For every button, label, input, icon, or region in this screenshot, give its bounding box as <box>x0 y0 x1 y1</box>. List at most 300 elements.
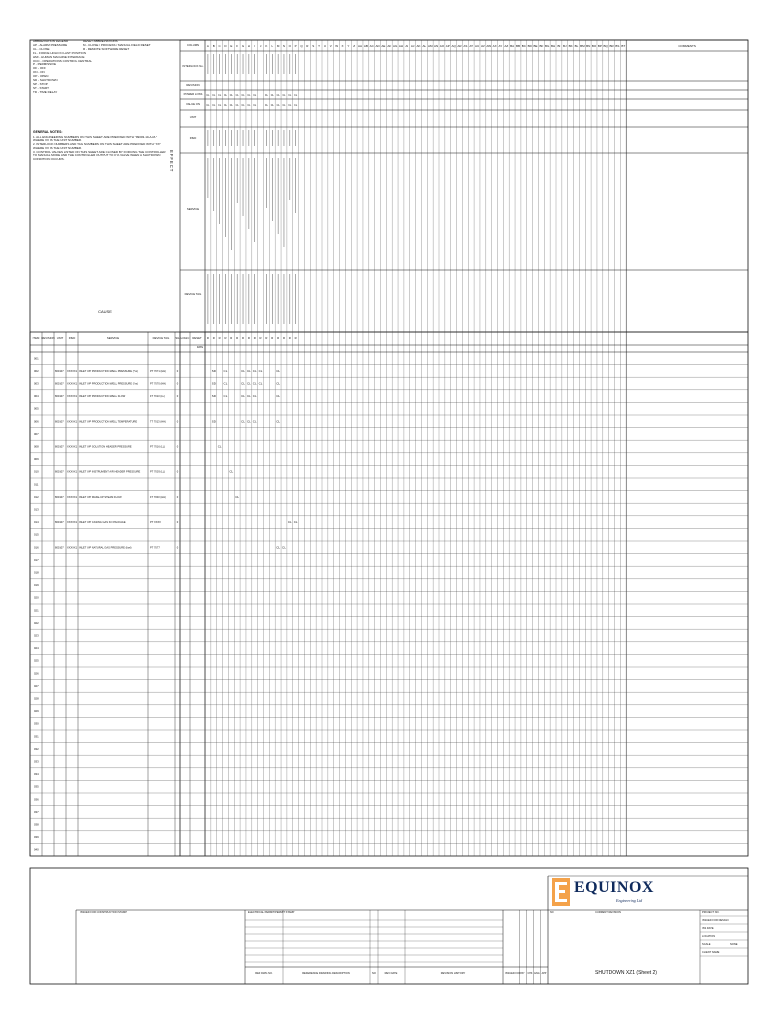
reset-value: R <box>247 336 250 340</box>
stamp-label: ISSUED FOR CONSTRUCTION STAMP <box>80 911 127 914</box>
row-pid: XXXXX1 <box>67 445 78 449</box>
reset-value: R <box>282 336 285 340</box>
column-letter: AM <box>427 44 433 48</box>
value-on-value: CL <box>235 104 239 107</box>
row-unit: 800107 <box>55 420 64 424</box>
row-service: INLET V/P PRODUCTION WELL PRESSURE (*xx) <box>79 369 139 373</box>
value-on-value: CL <box>264 104 268 107</box>
column-letter: BC <box>521 44 526 48</box>
column-letter: M <box>276 44 280 48</box>
reset-value: R <box>253 336 256 340</box>
effect-mark: CL <box>229 469 234 474</box>
row-sil: 0 <box>176 420 179 424</box>
column-letter: BQ <box>603 44 608 48</box>
cause-column-header: DEVICE TAG <box>152 336 170 340</box>
column-letter: BA <box>510 44 515 48</box>
reset-value: R <box>271 336 274 340</box>
row-sil: 0 <box>176 369 179 373</box>
row-unit: 800107 <box>55 369 64 373</box>
row-item: 016 <box>34 545 39 550</box>
comments-header: COMMENTS <box>678 44 696 48</box>
column-letter: AZ <box>504 44 509 48</box>
row-device-tag: PT 7077 <box>150 546 160 550</box>
column-letter: H <box>247 44 250 48</box>
row-pid: XXXXX1 <box>67 395 78 399</box>
column-letter: Z <box>353 44 356 48</box>
row-unit: 800107 <box>55 445 64 449</box>
column-letter: AV <box>480 44 485 48</box>
column-letter: AS <box>463 44 468 48</box>
power-loss-value: CL <box>253 94 257 97</box>
column-letter: C <box>218 44 221 48</box>
project-info-label: ISS DATE <box>702 927 714 930</box>
rev-history-label: REVISION HISTORY <box>440 972 466 975</box>
note-line: WHERE XX IS THE UNIT NUMBER. <box>33 145 82 150</box>
legend-entry: OF - OFF <box>33 66 46 71</box>
effect-mark: CL <box>276 394 281 399</box>
row-sil: 0 <box>176 521 179 525</box>
issued-for-label: ISSUED FOR <box>505 972 521 975</box>
column-letter: U <box>323 44 327 48</box>
column-letter: BN <box>586 44 591 48</box>
column-letter: AB <box>363 44 368 48</box>
sheet-border <box>30 40 748 856</box>
row-pid: XXXXX1 <box>67 369 78 373</box>
row-unit: 800107 <box>55 382 64 386</box>
value-on-value: CL <box>218 104 222 107</box>
note-line: WHERE XX IS THE UNIT NUMBER. <box>33 138 82 143</box>
reset-value: R <box>242 336 245 340</box>
column-letter: BB <box>515 44 520 48</box>
cause-column-header: SIL <box>175 336 180 340</box>
row-item: 019 <box>34 583 39 588</box>
effect-mark: CL <box>235 494 240 499</box>
row-device-tag: TT 7013 (HH) <box>150 420 166 424</box>
row-unit: 800107 <box>55 470 64 474</box>
row-service: INLET V/P SOLUTION HEADER PRESSURE <box>79 445 132 449</box>
value-on-value: CL <box>253 104 257 107</box>
row-service: INLET V/P PRODUCTION WELL PRESSURE (*xx) <box>79 382 139 386</box>
row-item: 036 <box>34 797 39 802</box>
value-on-value: CL <box>288 104 292 107</box>
column-letter: Y <box>347 44 350 48</box>
row-item: 037 <box>34 809 39 814</box>
legend-entry: OP - OPEN <box>33 74 49 79</box>
row-pid: XXXXX1 <box>67 495 78 499</box>
column-letter: L <box>271 44 274 48</box>
column-letter: AT <box>469 44 473 48</box>
scale-value: NONE <box>730 943 738 946</box>
row-device-tag: PT XXXX <box>150 521 161 525</box>
project-info-label: ISSUED FOR DESIGN <box>702 919 729 922</box>
legend-entry: FL - FORCE HOLD IN LAST POSITION <box>33 50 87 55</box>
effect-mark: SD <box>211 368 216 373</box>
effect-mark: CL <box>276 381 281 386</box>
column-letter: BI <box>557 44 561 48</box>
column-letter: AD <box>375 44 380 48</box>
note-line: CONDITION OCCURS. <box>33 156 65 161</box>
reset-value: R <box>259 336 262 340</box>
cause-column-header: ITEM <box>32 336 40 340</box>
no-label: NO <box>550 911 554 914</box>
power-loss-value: CL <box>212 94 216 97</box>
note-line: TO MANUAL MODE AND THE CONTROLLER OUTPUT TO 0 % VALVE WHEN A SHUTDOWN <box>33 153 161 158</box>
reset-value: R <box>212 336 215 340</box>
row-unit: 800107 <box>55 521 64 525</box>
column-letter: J <box>259 44 262 48</box>
legend-entry: R - REMOTE SOFTWARE RESET <box>83 46 130 51</box>
reset-value: R <box>236 336 239 340</box>
row-device-tag: PT 7071 (HH) <box>150 369 166 373</box>
row-item: 039 <box>34 835 39 840</box>
column-letter: AW <box>486 44 492 48</box>
row-sil: 0 <box>176 546 179 550</box>
legend-entry: RESET ABBREVIATIONS <box>83 39 118 43</box>
reset-value: R <box>265 336 268 340</box>
row-service: INLET V/P CASING GAS KO PACKAGE <box>79 521 126 525</box>
equinox-logo-icon <box>552 878 570 906</box>
row-item: 009 <box>34 457 39 462</box>
row-service: INLET V/P NATURAL GAS PRESSURE (fuel) <box>79 546 132 550</box>
power-loss-value: CL <box>235 94 239 97</box>
effect-mark: CL <box>276 368 281 373</box>
row-item: 028 <box>34 696 39 701</box>
power-loss-value: CL <box>223 94 228 97</box>
power-loss-value: CL <box>218 94 222 97</box>
column-letter: BK <box>568 44 573 48</box>
row-service: INLET V/P PRODUCTION WELL TEMPERATURE <box>79 420 138 424</box>
effect-row-label: COLUMN <box>186 43 200 47</box>
effect-mark: CL <box>258 381 263 386</box>
project-info-label: LOCATION <box>702 935 716 938</box>
row-sil: 0 <box>176 470 179 474</box>
row-item: 030 <box>34 721 39 726</box>
row-sil: 0 <box>176 395 179 399</box>
row-item: 022 <box>34 620 39 625</box>
power-loss-value: CL <box>206 94 210 97</box>
value-on-value: CL <box>223 104 228 107</box>
effect-mark: CL <box>241 368 245 373</box>
row-item: 026 <box>34 671 39 676</box>
row-item: 033 <box>34 759 39 764</box>
row-item: 005 <box>34 406 39 411</box>
legend-entry: SP - STOP <box>33 81 48 86</box>
row-item: 003 <box>34 381 39 386</box>
row-item: 001 <box>34 356 39 361</box>
column-letter: S <box>312 44 315 48</box>
effect-label: EFFECT <box>169 150 174 173</box>
sign-label: APP <box>541 972 547 975</box>
cause-column-header: SERVICE <box>106 336 120 340</box>
value-on-value: CL <box>294 104 298 107</box>
legend-entry: ON - ON <box>33 70 45 75</box>
effect-mark: CL <box>246 381 251 386</box>
column-letter: AJ <box>410 44 415 48</box>
power-loss-value: CL <box>229 94 233 97</box>
row-item: 012 <box>34 494 39 499</box>
row-unit: 800107 <box>55 495 64 499</box>
column-letter: BS <box>615 44 620 48</box>
column-letter: AE <box>381 44 386 48</box>
row-item: 006 <box>34 419 39 424</box>
effect-mark: CL <box>241 381 245 386</box>
row-pid: XXXXX1 <box>67 382 78 386</box>
value-on-value: CL <box>247 104 251 107</box>
effect-row-label: UNIT <box>189 115 197 119</box>
column-letter: AX <box>492 44 497 48</box>
row-item: 017 <box>34 557 39 562</box>
row-item: 023 <box>34 633 39 638</box>
row-pid: XXXXX1 <box>67 470 78 474</box>
column-letter: R <box>306 44 309 48</box>
effect-mark: CL <box>246 419 251 424</box>
sign-label: BY <box>521 972 525 975</box>
reset-value: R <box>294 336 297 340</box>
column-letter: P <box>294 44 297 48</box>
sheet-title: SHUTDOWN XZ1 (Sheet 2) <box>595 970 657 976</box>
power-loss-value: CL <box>241 94 245 97</box>
row-pid: XXXXX1 <box>67 521 78 525</box>
column-letter: W <box>335 44 339 48</box>
power-loss-value: CL <box>264 94 268 97</box>
legend-entry: TD - TIME DELAY <box>33 89 58 94</box>
value-on-value: CL <box>241 104 245 107</box>
row-unit: 800107 <box>55 395 64 399</box>
effect-row-label: INTERLOCK No. <box>182 64 204 68</box>
row-service: INLET V/P MAKE-UP STEAM FLOW <box>79 495 122 499</box>
column-letter: AY <box>498 44 503 48</box>
cause-label: CAUSE <box>98 309 112 314</box>
value-on-value: CL <box>276 104 280 107</box>
reset-value: R <box>288 336 291 340</box>
row-service: INLET V/P PRODUCTION WELL FLOW <box>79 395 126 399</box>
row-item: 020 <box>34 595 39 600</box>
effect-mark: CL <box>293 520 298 525</box>
current-revision-label: CURRENT REVISION <box>595 911 621 914</box>
row-service: INLET V/P INSTRUMENT AIR HEADER PRESSURE <box>79 470 141 474</box>
cause-column-header: RESET <box>192 336 202 340</box>
row-sil: 0 <box>176 382 179 386</box>
reset-value: R <box>218 336 221 340</box>
power-loss-value: CL <box>247 94 251 97</box>
legend-entry: ABBREVIATION LEGEND <box>33 39 69 43</box>
effect-mark: CL <box>223 394 228 399</box>
row-device-tag: PT 7003 (LL) <box>150 470 166 474</box>
row-item: 035 <box>34 784 39 789</box>
value-on-value: CL <box>212 104 216 107</box>
row-item: 018 <box>34 570 39 575</box>
column-letter: BL <box>574 44 579 48</box>
row-item: 007 <box>34 431 39 436</box>
column-letter: A <box>206 44 209 48</box>
project-info-label: SCALE <box>702 943 711 946</box>
legend-entry: ST - START <box>33 85 50 90</box>
reset-value: R <box>277 336 280 340</box>
column-letter: O <box>288 44 291 48</box>
project-info-label: PROJECT NO. <box>702 911 720 914</box>
column-letter: Q <box>300 44 303 48</box>
row-item: 025 <box>34 658 39 663</box>
column-letter: X <box>341 44 344 48</box>
row-item: 024 <box>34 646 39 651</box>
sign-label: CHK <box>527 972 533 975</box>
column-letter: AI <box>405 44 409 48</box>
row-item: 008 <box>34 444 39 449</box>
effect-mark: CL <box>241 394 245 399</box>
effect-mark: CL <box>223 381 228 386</box>
column-letter: AG <box>392 44 398 48</box>
column-letter: AC <box>369 44 374 48</box>
column-letter: BP <box>597 44 602 48</box>
row-item: 032 <box>34 746 39 751</box>
effect-mark: CL <box>276 545 281 550</box>
note-line: 1. ALL ENGINEERING NUMBERS ON THIS SHEET ARE PREFIXED WITH "99003-10-A-M-" <box>33 134 158 139</box>
row-item: 010 <box>34 469 39 474</box>
row-item: 004 <box>34 394 39 399</box>
project-info-label: CLIENT NAME <box>702 951 720 954</box>
column-letter: T <box>318 44 320 48</box>
column-letter: V <box>329 44 332 48</box>
note-line: 3. CONTROL VALVES LISTED ON THIS SHEET ARE CLOSED BY FORCING THE CONTROLLER <box>33 149 166 154</box>
sign-label: ENG <box>534 972 540 975</box>
column-letter: BR <box>609 44 614 48</box>
row-pid: XXXXX1 <box>67 546 78 550</box>
column-letter: AO <box>439 44 445 48</box>
effect-mark: CL <box>287 520 292 525</box>
effect-mark: CL <box>252 381 257 386</box>
ref-desc-label: REFERENCE DRAWING DESCRIPTION <box>302 972 350 975</box>
row-item: 021 <box>34 608 39 613</box>
power-loss-value: CL <box>288 94 292 97</box>
effect-row-label: REVISION <box>186 83 200 87</box>
effect-mark: CL <box>252 368 257 373</box>
row-pid: XXXXX1 <box>67 420 78 424</box>
row-item: 013 <box>34 507 39 512</box>
stamp-label: ELECTRICAL PERMIT/PERMIT STAMP <box>248 911 295 914</box>
row-item: 015 <box>34 532 39 537</box>
row-unit: 800107 <box>55 546 64 550</box>
row-item: 011 <box>34 482 39 487</box>
column-letter: AR <box>457 44 462 48</box>
column-letter: N <box>282 44 286 48</box>
effect-mark: CL <box>282 545 286 550</box>
column-letter: BG <box>545 44 550 48</box>
value-on-value: CL <box>282 104 286 107</box>
value-on-value: CL <box>229 104 233 107</box>
power-loss-value: CL <box>270 94 274 97</box>
column-letter: AF <box>387 44 392 48</box>
row-item: 038 <box>34 822 39 827</box>
column-letter: AK <box>416 44 421 48</box>
column-letter: BF <box>539 44 544 48</box>
power-loss-value: CL <box>294 94 298 97</box>
effect-row-label: SERVICE <box>186 207 200 211</box>
power-loss-value: CL <box>276 94 280 97</box>
row-device-tag: PT 7070 (HH) <box>150 382 166 386</box>
row-sil: 0 <box>176 445 179 449</box>
row-item: 034 <box>34 772 39 777</box>
effect-mark: SD <box>211 394 216 399</box>
cause-column-header: UNIT <box>56 336 64 340</box>
row-item: 014 <box>34 520 39 525</box>
row-item: 031 <box>34 734 39 739</box>
effect-mark: CL <box>223 368 228 373</box>
legend-entry: M - CLOSE / PROCESS / MANUAL FIELD RESET <box>83 42 151 47</box>
column-letter: AU <box>474 44 480 48</box>
effect-mark: CL <box>258 368 263 373</box>
column-letter: E <box>230 44 233 48</box>
column-letter: AH <box>398 44 404 48</box>
effect-row-label: VALUE ON <box>186 102 200 106</box>
effect-mark: SD <box>211 381 216 386</box>
effect-row-label: DEVICE TAG <box>184 292 202 296</box>
cause-column-header: LOGIC <box>180 336 190 340</box>
effect-mark: CL <box>276 419 281 424</box>
reset-value: R <box>230 336 233 340</box>
column-letter: AL <box>422 44 427 48</box>
no-label: NO <box>372 972 376 975</box>
legend-entry: OCC - OPERATIONS CONTROL CENTRAL <box>33 58 93 63</box>
reset-value: R <box>206 336 209 340</box>
column-letter: AQ <box>451 44 456 48</box>
legend-entry: AP - ALARM PRESSURE <box>33 42 68 47</box>
column-letter: AN <box>433 44 439 48</box>
row-device-tag: FT 7003 (HH) <box>150 495 166 499</box>
value-on-value: CL <box>206 104 210 107</box>
column-letter: BO <box>591 44 597 48</box>
reset-value: R <box>224 336 227 340</box>
effect-row-label: POWER LOSS <box>183 92 203 96</box>
note-line: 2. INTERLOCK NUMBERS AND TAG NUMBERS ON THIS SHEET ARE PREFIXED WITH "XX" <box>33 142 161 147</box>
effect-row-label: P&ID <box>189 136 197 140</box>
legend-entry: HMI - HUMAN MACHINE INTERFACE <box>33 54 85 59</box>
column-letter: BT <box>621 44 626 48</box>
effect-mark: CL <box>246 394 251 399</box>
column-letter: AA <box>358 44 363 48</box>
value-on-value: CL <box>270 104 274 107</box>
ref-dwg-label: REF DWG NO. <box>255 972 273 975</box>
column-letter: B <box>212 44 215 48</box>
column-letter: BH <box>550 44 556 48</box>
notes-title: GENERAL NOTES: <box>33 130 63 134</box>
effect-mark: SD <box>211 419 216 424</box>
row-device-tag: FT 7013 (LL) <box>150 395 165 399</box>
effect-mark: CL <box>252 419 257 424</box>
company-subtitle: Engineering Ltd <box>616 898 643 903</box>
column-letter: K <box>265 44 268 48</box>
column-letter: BE <box>533 44 538 48</box>
column-letter: BM <box>580 44 585 48</box>
company-name: EQUINOX <box>574 879 654 896</box>
effect-mark: CL <box>246 368 251 373</box>
column-letter: BJ <box>563 44 567 48</box>
legend-entry: SD - SHUTDOWN <box>33 78 58 83</box>
effect-mark: CL <box>241 419 245 424</box>
row-item: 027 <box>34 683 39 688</box>
power-loss-value: CL <box>282 94 286 97</box>
row-sil: 0 <box>176 495 179 499</box>
column-letter: G <box>241 44 245 48</box>
column-letter: AP <box>445 44 450 48</box>
column-letter: I <box>254 44 256 48</box>
column-letter: F <box>236 44 239 48</box>
row-item: 002 <box>34 368 39 373</box>
effect-mark: CL <box>217 444 222 449</box>
row-device-tag: PT 7016 (LL) <box>150 445 166 449</box>
column-letter: D <box>224 44 227 48</box>
legend-entry: P - PERMISSIVE <box>33 62 56 67</box>
rev-date-label: REV DATE <box>384 972 398 975</box>
